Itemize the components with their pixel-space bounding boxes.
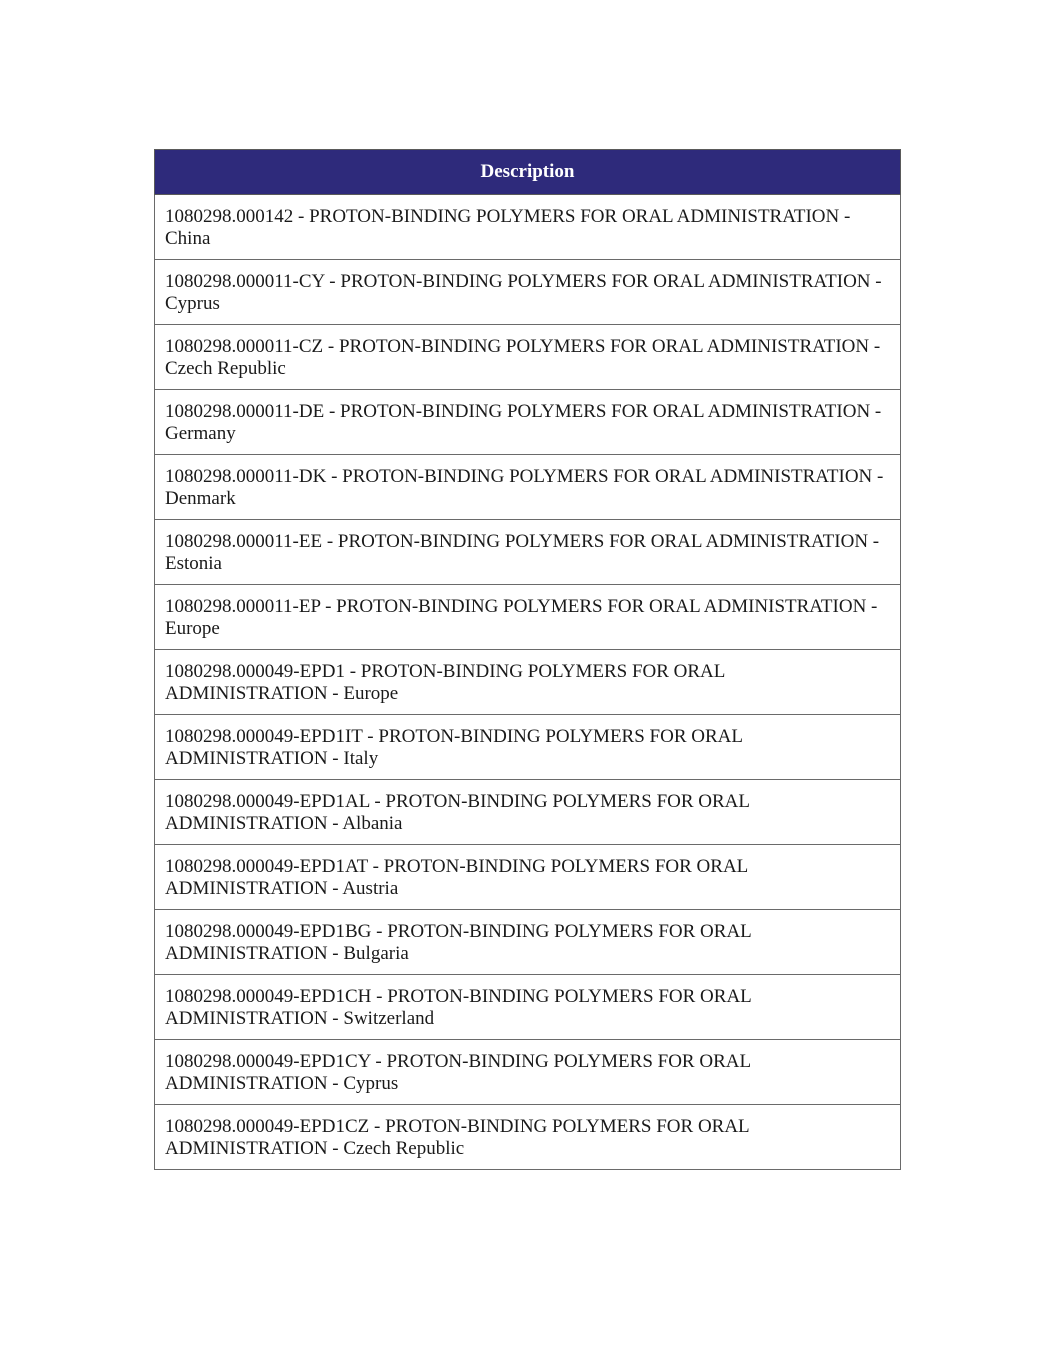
row-description: 1080298.000049-EPD1BG - PROTON-BINDING POLYMERS FOR ORAL ADMINISTRATION - Bulgaria: [165, 921, 752, 964]
table-cell: [155, 650, 901, 715]
row-description: 1080298.000011-DK - PROTON-BINDING POLYMERS FOR ORAL ADMINISTRATION - Denmark: [165, 466, 884, 509]
table-cell: [155, 390, 901, 455]
table-cell: [155, 975, 901, 1040]
row-description: 1080298.000049-EPD1CZ - PROTON-BINDING POLYMERS FOR ORAL ADMINISTRATION - Czech Republic: [165, 1116, 749, 1159]
column-header-description: Description: [155, 150, 901, 195]
table-row: [155, 455, 901, 520]
table-row: [155, 325, 901, 390]
description-table: [154, 149, 901, 1170]
row-description: 1080298.000049-EPD1IT - PROTON-BINDING POLYMERS FOR ORAL ADMINISTRATION - Italy: [165, 726, 743, 769]
row-description: 1080298.000049-EPD1CH - PROTON-BINDING POLYMERS FOR ORAL ADMINISTRATION - Switzerland: [165, 986, 752, 1029]
table-cell: [155, 195, 901, 260]
table-row: [155, 585, 901, 650]
row-description: 1080298.000049-EPD1AL - PROTON-BINDING POLYMERS FOR ORAL ADMINISTRATION - Albania: [165, 791, 750, 834]
table-row: [155, 715, 901, 780]
table-cell: [155, 1105, 901, 1170]
table-row: [155, 650, 901, 715]
table-row: [155, 260, 901, 325]
row-description: 1080298.000011-CY - PROTON-BINDING POLYMERS FOR ORAL ADMINISTRATION - Cyprus: [165, 271, 882, 314]
table-row: [155, 1105, 901, 1170]
table-cell: [155, 845, 901, 910]
table-row: [155, 390, 901, 455]
table-row: [155, 520, 901, 585]
table-cell: [155, 325, 901, 390]
row-description: 1080298.000049-EPD1AT - PROTON-BINDING POLYMERS FOR ORAL ADMINISTRATION - Austria: [165, 856, 748, 899]
table-cell: [155, 715, 901, 780]
row-description: 1080298.000011-EE - PROTON-BINDING POLYMERS FOR ORAL ADMINISTRATION - Estonia: [165, 531, 880, 574]
table-cell: [155, 520, 901, 585]
row-description: 1080298.000011-EP - PROTON-BINDING POLYMERS FOR ORAL ADMINISTRATION - Europe: [165, 596, 878, 639]
table-cell: [155, 585, 901, 650]
table-row: [155, 845, 901, 910]
table-body: [155, 195, 901, 1170]
table-row: [155, 975, 901, 1040]
row-description: 1080298.000011-DE - PROTON-BINDING POLYMERS FOR ORAL ADMINISTRATION - Germany: [165, 401, 882, 444]
table-cell: [155, 260, 901, 325]
table-row: [155, 910, 901, 975]
row-description: 1080298.000142 - PROTON-BINDING POLYMERS FOR ORAL ADMINISTRATION - China: [165, 206, 851, 249]
table-cell: [155, 910, 901, 975]
row-description: 1080298.000011-CZ - PROTON-BINDING POLYMERS FOR ORAL ADMINISTRATION - Czech Republic: [165, 336, 881, 379]
table-row: [155, 195, 901, 260]
table-cell: [155, 455, 901, 520]
table-cell: [155, 780, 901, 845]
table-header-row: [155, 150, 901, 195]
table-cell: [155, 1040, 901, 1105]
table-row: [155, 1040, 901, 1105]
row-description: 1080298.000049-EPD1CY - PROTON-BINDING POLYMERS FOR ORAL ADMINISTRATION - Cyprus: [165, 1051, 751, 1094]
table-row: [155, 780, 901, 845]
row-description: 1080298.000049-EPD1 - PROTON-BINDING POLYMERS FOR ORAL ADMINISTRATION - Europe: [165, 661, 725, 704]
